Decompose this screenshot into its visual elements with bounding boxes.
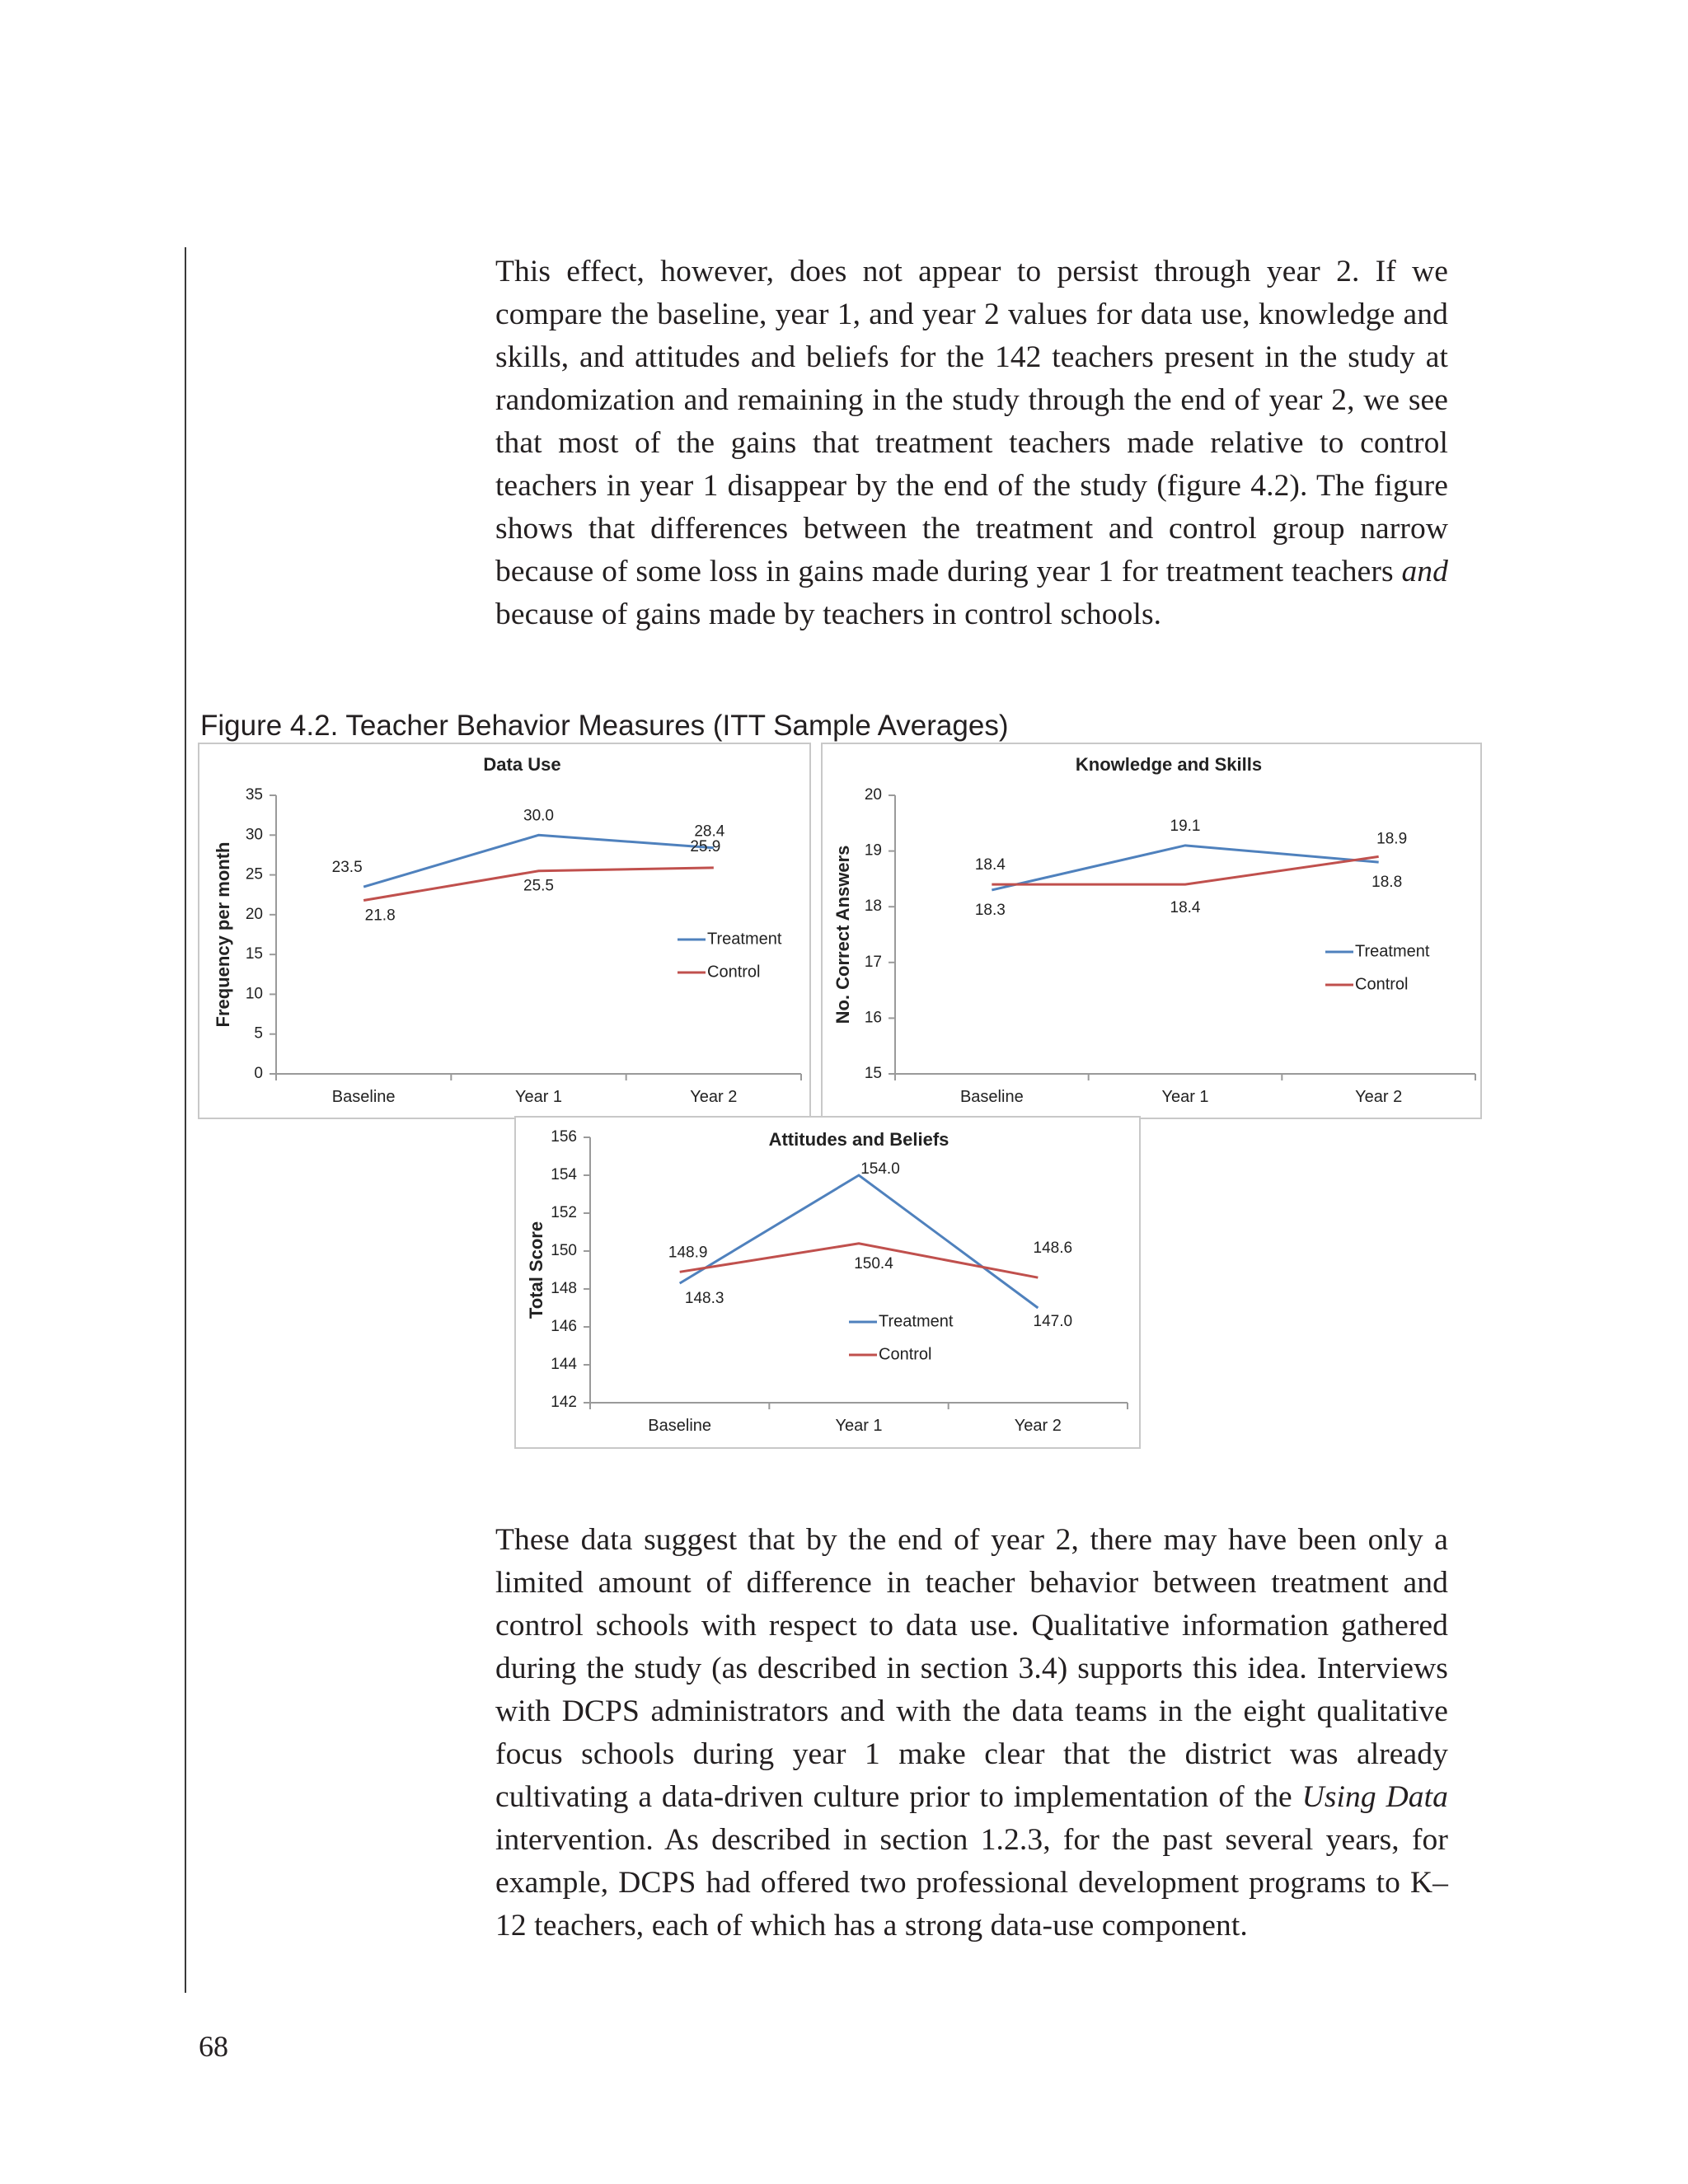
legend-label: Treatment (879, 1312, 954, 1331)
body-paragraph-2 (495, 1519, 1448, 1947)
chart-attitudes-beliefs-svg (516, 1118, 1139, 1447)
data-label: 18.3 (974, 901, 1006, 919)
data-label: 18.4 (1170, 899, 1201, 917)
chart-data-use (198, 743, 811, 1119)
y-tick-label: 20 (245, 905, 263, 923)
series-line-treatment (680, 1175, 1039, 1308)
data-label: 147.0 (1033, 1313, 1073, 1330)
data-label: 25.9 (690, 837, 721, 855)
margin-rule (185, 247, 186, 1993)
y-tick-label: 146 (551, 1318, 577, 1336)
chart-data-use-svg (199, 744, 809, 1118)
x-tick-label: Baseline (959, 1088, 1024, 1106)
data-label: 154.0 (860, 1160, 900, 1178)
chart-title: Attitudes and Beliefs (768, 1129, 950, 1150)
data-label: 148.9 (668, 1244, 708, 1262)
data-label: 148.3 (684, 1290, 724, 1308)
chart-knowledge-skills-svg (823, 744, 1480, 1118)
y-tick-label: 17 (864, 953, 882, 971)
y-tick-label: 19 (864, 841, 882, 860)
legend-label: Treatment (707, 930, 782, 949)
series-line-control (992, 856, 1378, 884)
x-tick-label: Year 2 (690, 1088, 738, 1106)
data-label: 18.8 (1372, 874, 1403, 892)
y-tick-label: 152 (551, 1204, 577, 1222)
y-tick-label: 144 (551, 1356, 577, 1374)
y-tick-label: 154 (551, 1166, 577, 1184)
data-label: 18.9 (1376, 830, 1408, 848)
figure-caption: Figure 4.2. Teacher Behavior Measures (ITT Sample Averages) (200, 710, 1009, 742)
legend-label: Control (879, 1345, 932, 1364)
y-tick-label: 20 (864, 786, 882, 804)
y-tick-label: 150 (551, 1242, 577, 1260)
y-tick-label: 30 (245, 826, 263, 844)
y-tick-label: 25 (245, 865, 263, 883)
y-tick-label: 15 (245, 945, 263, 963)
paragraph-2-text-a: These data suggest that by the end of year 2, there may have been only a limited amount of difference in teacher behavior between treatment and control schools with respect to data use. Qualitative information gathered during the study (as described in section 3.4) supports this idea. Interviews with DCPS administrators and with the data teams in the eight qualitative focus schools during year 1 make clear that the district was already cultivating a data-driven culture prior to implementation of the (495, 1523, 1448, 1814)
y-tick-label: 148 (551, 1280, 577, 1298)
data-label: 25.5 (523, 877, 554, 895)
data-label: 21.8 (364, 907, 396, 925)
chart-title: Knowledge and Skills (1075, 754, 1263, 775)
y-tick-label: 0 (254, 1065, 263, 1083)
y-tick-label: 142 (551, 1394, 577, 1412)
data-label: 28.4 (694, 823, 725, 841)
y-tick-label: 15 (864, 1065, 882, 1083)
x-tick-label: Year 2 (1355, 1088, 1403, 1106)
y-tick-label: 35 (245, 786, 263, 804)
body-paragraph-1 (495, 251, 1448, 636)
data-label: 23.5 (331, 859, 363, 877)
y-tick-label: 16 (864, 1009, 882, 1027)
y-axis-label: Total Score (525, 1221, 546, 1319)
x-tick-label: Year 1 (514, 1088, 563, 1106)
x-tick-label: Baseline (648, 1417, 712, 1435)
data-label: 150.4 (854, 1254, 893, 1272)
paragraph-1-text-a: This effect, however, does not appear to persist through year 2. If we compare the baseline, year 1, and year 2 values for data use, knowledge and skills, and attitudes and beliefs for the 142 teachers present in the study at randomization and remaining in the study through the end of year 2, we see that most of the gains that treatment teachers made relative to control teachers in year 1 disappear by the end of the study (figure 4.2). The figure shows that differences between the treatment and control group narrow because of some loss in gains made during year 1 for treatment teachers (495, 255, 1448, 588)
y-tick-label: 18 (864, 898, 882, 916)
legend-label: Control (707, 963, 761, 982)
data-label: 18.4 (974, 856, 1006, 874)
x-tick-label: Year 2 (1014, 1417, 1062, 1435)
x-tick-label: Baseline (331, 1088, 396, 1106)
data-label: 30.0 (523, 807, 554, 825)
chart-title: Data Use (483, 754, 561, 775)
paragraph-1-emphasis: and (1401, 555, 1448, 588)
y-tick-label: 156 (551, 1128, 577, 1146)
x-tick-label: Year 1 (1161, 1088, 1209, 1106)
y-tick-label: 5 (254, 1024, 263, 1043)
paragraph-2-text-b: intervention. As described in section 1.2.3, for the past several years, for example, DCPS had offered two professional development programs to K–12 teachers, each of which has a strong data-use component. (495, 1823, 1448, 1943)
data-label: 19.1 (1170, 817, 1201, 835)
y-axis-label: Frequency per month (212, 841, 233, 1028)
data-label: 148.6 (1033, 1240, 1073, 1258)
legend-label: Treatment (1355, 942, 1430, 961)
chart-attitudes-beliefs (514, 1116, 1141, 1449)
y-axis-label: No. Correct Answers (832, 845, 853, 1024)
page-number: 68 (199, 2030, 228, 2063)
chart-knowledge-skills (821, 743, 1482, 1119)
legend-label: Control (1355, 975, 1409, 994)
x-tick-label: Year 1 (835, 1417, 883, 1435)
paragraph-1-text-b: because of gains made by teachers in control schools. (495, 598, 1162, 631)
paragraph-2-emphasis: Using Data (1301, 1780, 1449, 1814)
y-tick-label: 10 (245, 985, 263, 1003)
